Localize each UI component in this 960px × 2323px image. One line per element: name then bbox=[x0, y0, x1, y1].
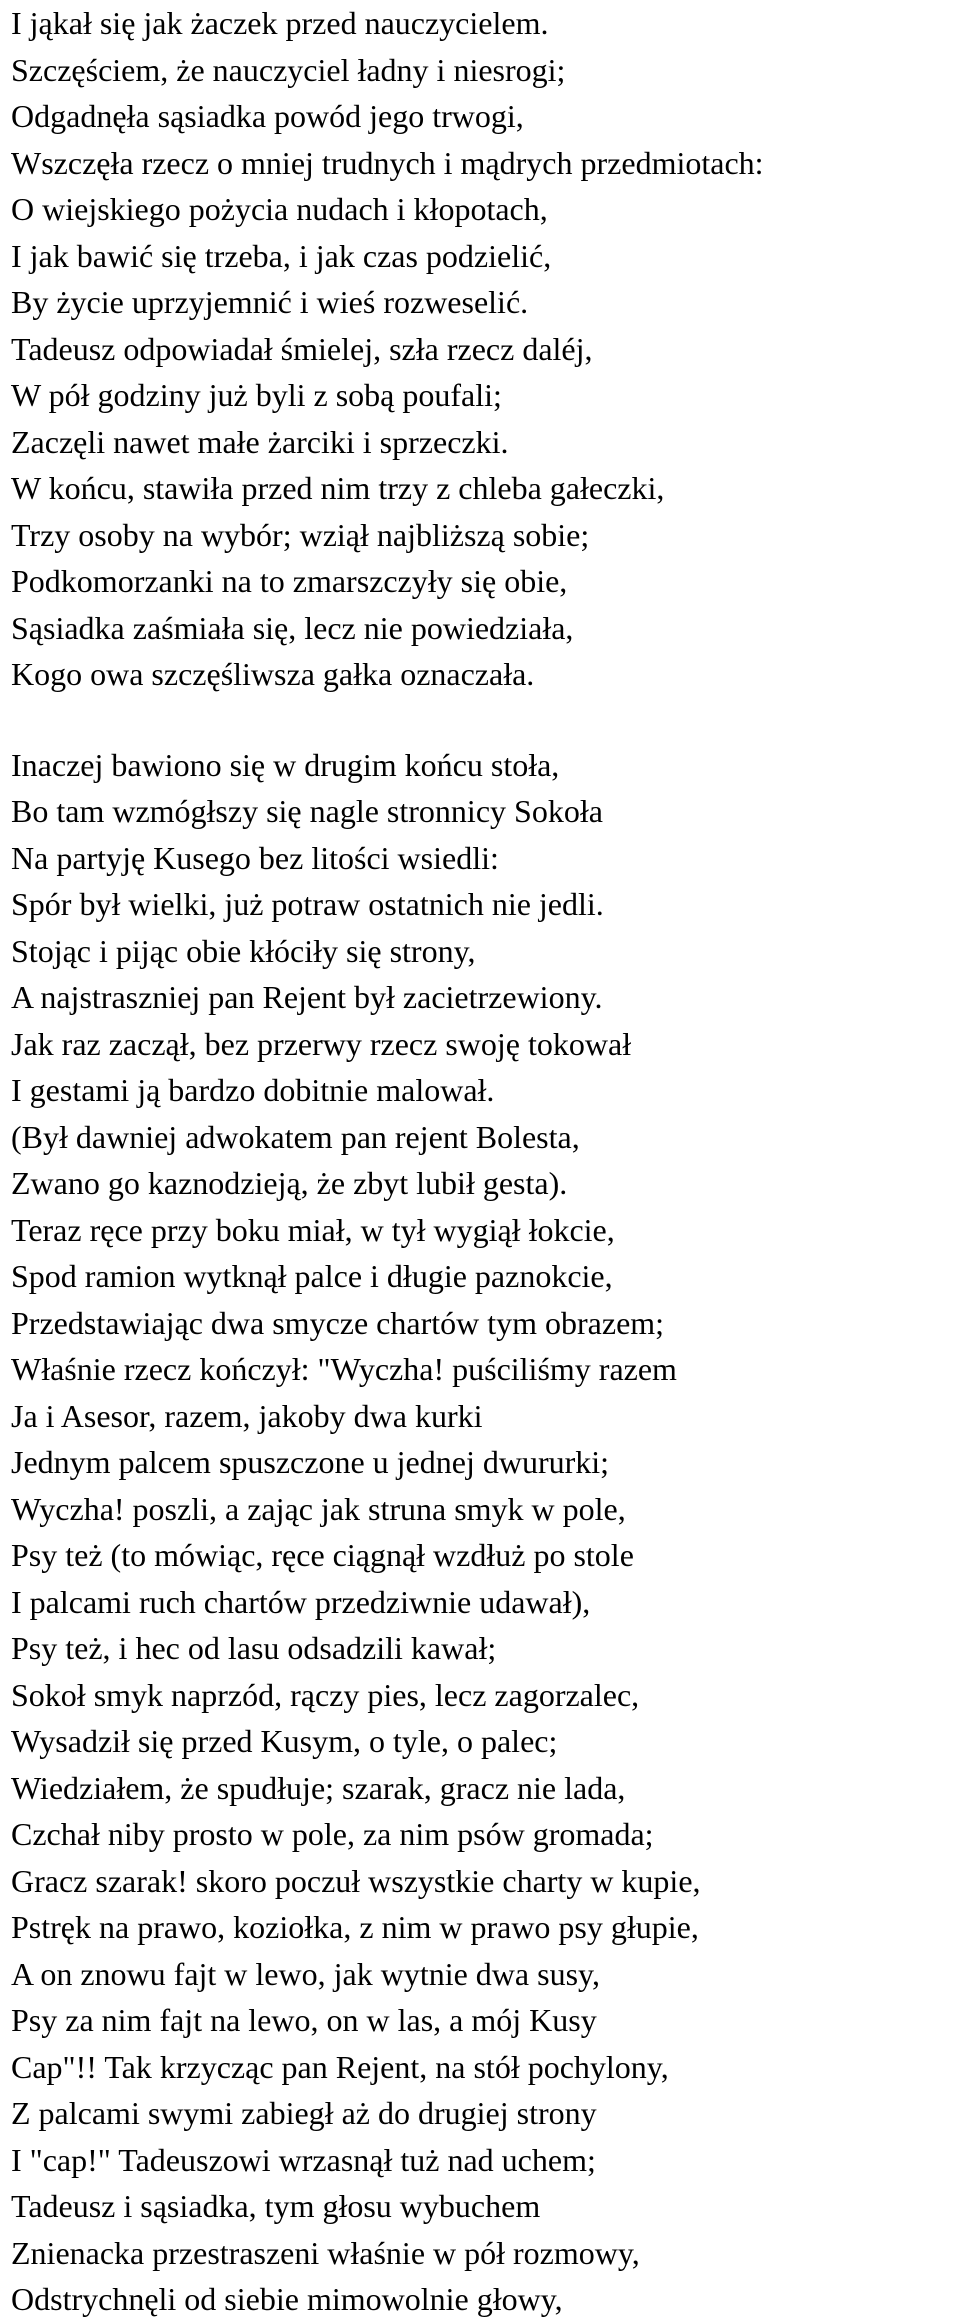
poem-line: Jak raz zaczął, bez przerwy rzecz swoję tokował bbox=[11, 1025, 632, 1062]
poem-line: Sokoł smyk naprzód, rączy pies, lecz zagorzalec, bbox=[11, 1676, 640, 1713]
poem-line: Odgadnęła sąsiadka powód jego trwogi, bbox=[11, 98, 524, 134]
poem-line: Bo tam wzmógłszy się nagle stronnicy Sokoła bbox=[11, 793, 603, 829]
poem-line: I palcami ruch chartów przedziwnie udawał), bbox=[11, 1583, 591, 1620]
poem-line: Właśnie rzecz kończył: "Wyczha! puściliśmy razem bbox=[11, 1351, 677, 1387]
poem-line: Jednym palcem spuszczone u jednej dwururki; bbox=[11, 1444, 610, 1480]
poem-line: Wszczęła rzecz o mniej trudnych i mądrych przedmiotach: bbox=[11, 144, 764, 181]
poem-line: Ja i Asesor, razem, jakoby dwa kurki bbox=[11, 1397, 483, 1434]
poem-line: Psy też, i hec od lasu odsadzili kawał; bbox=[11, 1630, 497, 1666]
poem-line: Spod ramion wytknął palce i długie paznokcie, bbox=[11, 1258, 613, 1294]
poem-line: W pół godziny już byli z sobą poufali; bbox=[11, 377, 502, 413]
poem-document bbox=[11, 0, 951, 2323]
poem-line: Podkomorzanki na to zmarszczyły się obie, bbox=[11, 563, 568, 599]
poem-line: Odstrychnęli od siebie mimowolnie głowy, bbox=[11, 2281, 563, 2317]
poem-line: Znienacka przestraszeni właśnie w pół rozmowy, bbox=[11, 2234, 640, 2271]
poem-line: Psy za nim fajt na lewo, on w las, a mój Kusy bbox=[11, 2002, 597, 2038]
poem-line: Wiedziałem, że spudłuje; szarak, gracz nie lada, bbox=[11, 1769, 626, 1806]
stanza bbox=[11, 0, 951, 698]
poem-line: O wiejskiego pożycia nudach i kłopotach, bbox=[11, 191, 548, 227]
poem-line: Na partyję Kusego bez litości wsiedli: bbox=[11, 839, 499, 876]
poem-line: Gracz szarak! skoro poczuł wszystkie charty w kupie, bbox=[11, 1862, 701, 1899]
poem-line: Tadeusz i sąsiadka, tym głosu wybuchem bbox=[11, 2188, 541, 2224]
poem-line: By życie uprzyjemnić i wieś rozweselić. bbox=[11, 284, 529, 320]
poem-line: Tadeusz odpowiadał śmielej, szła rzecz daléj, bbox=[11, 330, 593, 367]
poem-line: Sąsiadka zaśmiała się, lecz nie powiedziała, bbox=[11, 609, 574, 646]
poem-line: Wyczha! poszli, a zając jak struna smyk w pole, bbox=[11, 1490, 626, 1527]
poem-line: (Był dawniej adwokatem pan rejent Bolesta, bbox=[11, 1118, 580, 1155]
poem-line: Zwano go kaznodzieją, że zbyt lubił gesta). bbox=[11, 1165, 568, 1201]
poem-line: Czchał niby prosto w pole, za nim psów gromada; bbox=[11, 1816, 654, 1852]
poem-line: Spór był wielki, już potraw ostatnich nie jedli. bbox=[11, 886, 604, 922]
poem-line: Szczęściem, że nauczyciel ładny i niesrogi; bbox=[11, 51, 566, 88]
poem-line: I gestami ją bardzo dobitnie malował. bbox=[11, 1072, 495, 1108]
poem-line: Pstręk na prawo, koziołka, z nim w prawo psy głupie, bbox=[11, 1909, 699, 1945]
poem-line: Zaczęli nawet małe żarciki i sprzeczki. bbox=[11, 423, 509, 460]
poem-line: A on znowu fajt w lewo, jak wytnie dwa susy, bbox=[11, 1955, 600, 1992]
poem-line: Stojąc i pijąc obie kłóciły się strony, bbox=[11, 932, 476, 969]
stanza bbox=[11, 742, 951, 2323]
poem-line: Kogo owa szczęśliwsza gałka oznaczała. bbox=[11, 656, 535, 692]
poem-line: I jąkał się jak żaczek przed nauczycielem. bbox=[11, 5, 549, 41]
poem-line: I "cap!" Tadeuszowi wrzasnął tuż nad uchem; bbox=[11, 2141, 596, 2178]
poem-line: Inaczej bawiono się w drugim końcu stoła, bbox=[11, 746, 560, 783]
poem-line: Cap"!! Tak krzycząc pan Rejent, na stół pochylony, bbox=[11, 2048, 669, 2085]
poem-line: A najstraszniej pan Rejent był zacietrzewiony. bbox=[11, 979, 603, 1015]
poem-line: I jak bawić się trzeba, i jak czas podzielić, bbox=[11, 237, 552, 274]
poem-line: Wysadził się przed Kusym, o tyle, o palec; bbox=[11, 1723, 558, 1759]
poem-line: Psy też (to mówiąc, ręce ciągnął wzdłuż po stole bbox=[11, 1537, 634, 1573]
poem-line: Teraz ręce przy boku miał, w tył wygiął łokcie, bbox=[11, 1211, 615, 1248]
poem-line: Przedstawiając dwa smycze chartów tym obrazem; bbox=[11, 1304, 665, 1341]
poem-line: W końcu, stawiła przed nim trzy z chleba gałeczki, bbox=[11, 470, 665, 506]
poem-line: Z palcami swymi zabiegł aż do drugiej strony bbox=[11, 2095, 597, 2131]
poem-line: Trzy osoby na wybór; wziął najbliższą sobie; bbox=[11, 516, 590, 553]
